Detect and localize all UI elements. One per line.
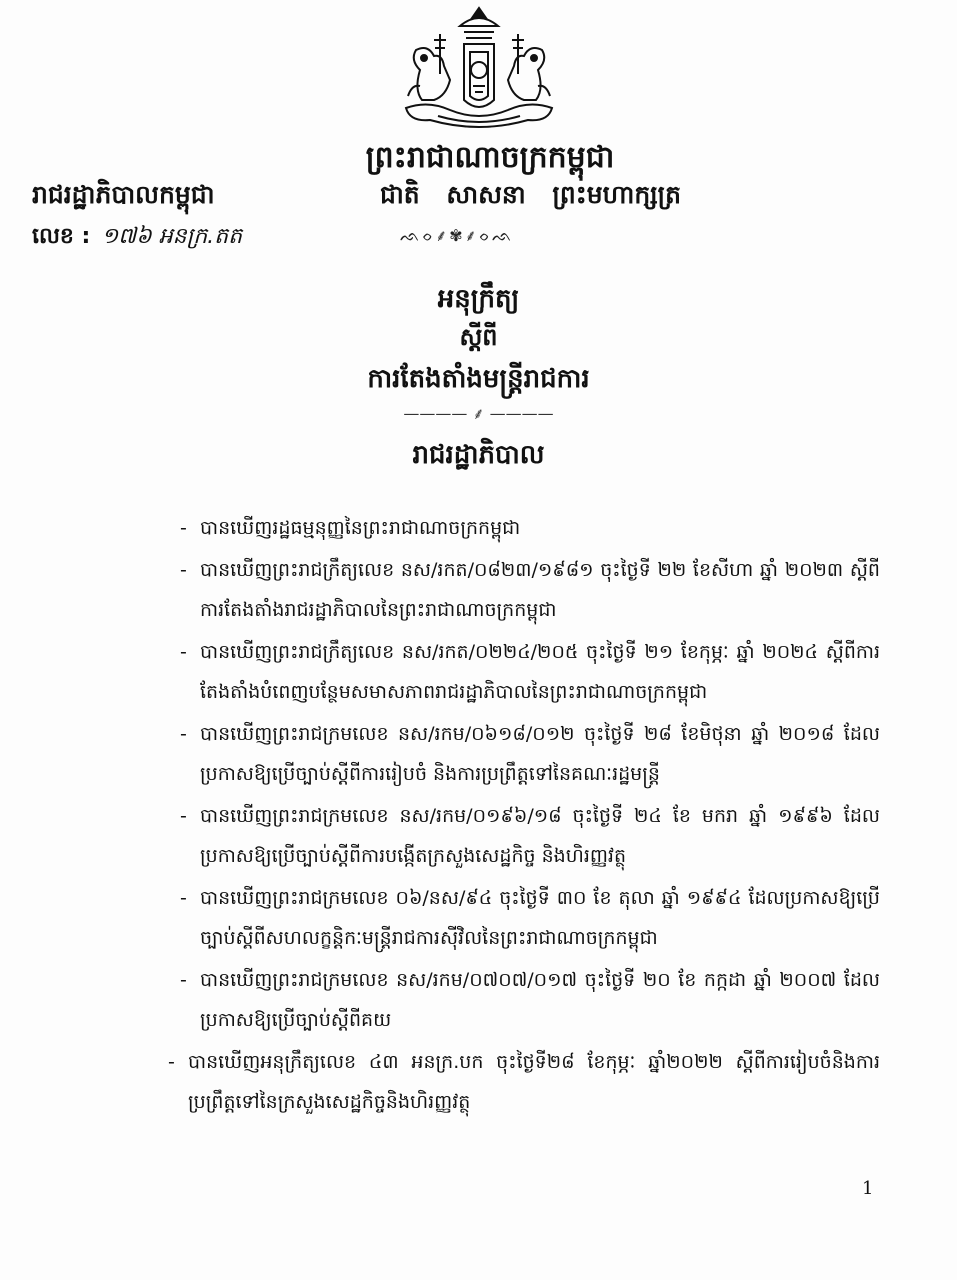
list-item: - បានឃើញព្រះរាជក្រឹត្យលេខ នស/រកត/០៨២៣/១៩៨១ ចុះថ្ងៃទី ២២ ខែសីហា ឆ្នាំ ២០២៣ ស្តីពីការតែងតាំងរាជរដ្ឋាភិបាលនៃព្រះរាជាណាចក្រកម្ពុជា (180, 559, 880, 621)
issuing-body: រាជរដ្ឋាភិបាលកម្ពុជា (32, 180, 215, 209)
document-subject: ការតែងតាំងមន្ត្រីរាជការ (367, 364, 590, 394)
national-motto: ជាតិ សាសនា ព្រះមហាក្សត្រ (380, 180, 681, 209)
reference-number-row (32, 222, 242, 254)
header-ornament: ᨒᨔ⸙✾⸙ᨔᨒ (400, 226, 514, 245)
about-label: ស្តីពី (459, 323, 498, 351)
title-divider: ———— ⸙ ———— (403, 404, 554, 423)
list-item: - បានឃើញរដ្ឋធម្មនុញ្ញនៃព្រះរាជាណាចក្រកម្ពុជា (180, 517, 521, 539)
issuer-heading: រាជរដ្ឋាភិបាល (412, 440, 545, 470)
list-item: - បានឃើញព្រះរាជក្រមលេខ នស/រកម/០១៩៦/១៨ ចុះថ្ងៃទី ២៤ ខែ មករា ឆ្នាំ ១៩៩៦ ដែលប្រកាសឱ្យប្រើច្បាប់ស្តីពីការបង្កើតក្រសួងសេដ្ឋកិច្ច និងហិរញ្ញវត្ថុ (180, 805, 880, 867)
list-item: - បានឃើញព្រះរាជក្រឹត្យលេខ នស/រកត/០២២៤/២០៥ ចុះថ្ងៃទី ២១ ខែកុម្ភៈ ឆ្នាំ ២០២៤ ស្តីពីការតែងតាំងបំពេញបន្ថែមសមាសភាពរាជរដ្ឋាភិបាលនៃព្រះរាជាណាចក្រកម្ពុជា (180, 641, 880, 703)
list-item: - បានឃើញអនុក្រឹត្យលេខ ៤៣ អនក្រ.បក ចុះថ្ងៃទី២៨ ខែកុម្ភៈ ឆ្នាំ២០២២ ស្តីពីការរៀបចំនិងការប្រព្រឹត្តទៅនៃក្រសួងសេដ្ឋកិច្ចនិងហិរញ្ញវត្ថុ (168, 1051, 880, 1113)
preamble-clauses (170, 508, 880, 1124)
list-item: - បានឃើញព្រះរាជក្រមលេខ ០៦/នស/៩៤ ចុះថ្ងៃទី ៣០ ខែ តុលា ឆ្នាំ ១៩៩៤ ដែលប្រកាសឱ្យប្រើច្បាប់ស្តីពីសហលក្ខន្តិកៈមន្ត្រីរាជការស៊ីវិលនៃព្រះរាជាណាចក្រកម្ពុជា (180, 887, 880, 949)
kingdom-title: ព្រះរាជាណាចក្រកម្ពុជា (365, 140, 615, 175)
reference-number: ១៧៦ អនក្រ.តត (101, 224, 243, 249)
list-item: - បានឃើញព្រះរាជក្រមលេខ នស/រកម/០៧០៧/០១៧ ចុះថ្ងៃទី ២០ ខែ កក្កដា ឆ្នាំ ២០០៧ ដែលប្រកាសឱ្យប្រើច្បាប់ស្តីពីគយ (180, 969, 880, 1031)
document-type: អនុក្រឹត្យ (437, 284, 520, 314)
royal-coat-of-arms-icon (398, 4, 560, 136)
list-item: - បានឃើញព្រះរាជក្រមលេខ នស/រកម/០៦១៨/០១២ ចុះថ្ងៃទី ២៨ ខែមិថុនា ឆ្នាំ ២០១៨ ដែលប្រកាសឱ្យប្រើច្បាប់ស្តីពីការរៀបចំ និងការប្រព្រឹត្តទៅនៃគណៈរដ្ឋមន្ត្រី (180, 723, 880, 785)
page-number: 1 (862, 1178, 874, 1199)
reference-label: លេខ : (32, 224, 91, 249)
